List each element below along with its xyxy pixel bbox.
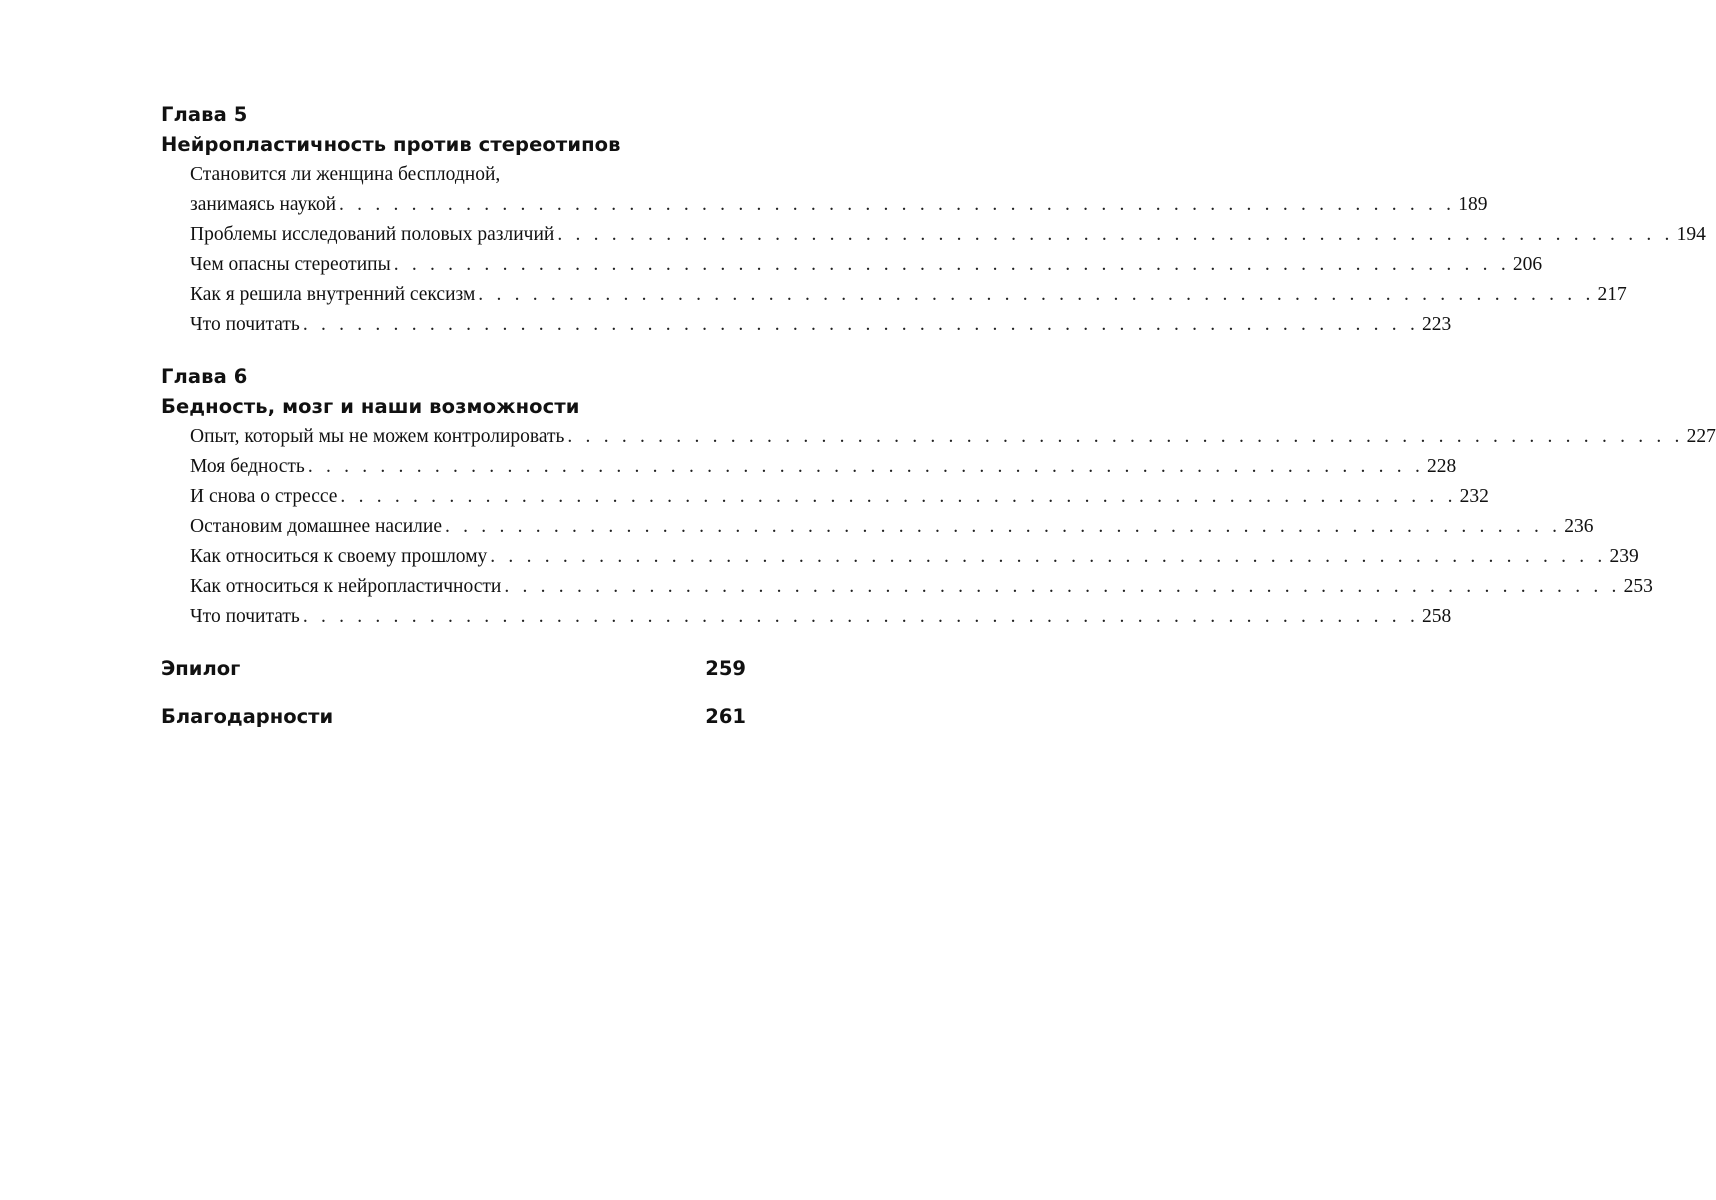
toc-entry-page: 194 xyxy=(1676,224,1706,245)
chapter-6 xyxy=(161,362,1716,632)
dot-leader: . . . . . . . . . . . . . . . . . . . . . . . . . . . . . . . . . . . . . . . . . . . . . . . . . . . . . . . . . . . . . . xyxy=(339,194,1456,215)
toc-entry-page: 232 xyxy=(1459,486,1489,507)
toc-entry-page: 239 xyxy=(1609,546,1639,567)
toc-entry-text: Остановим домашнее насилие xyxy=(190,516,442,537)
toc-entry-text: Как относиться к своему прошлому xyxy=(190,546,488,567)
toc-section-thanks xyxy=(161,702,746,732)
toc-section-epilog xyxy=(161,654,746,684)
toc-entry-text: Проблемы исследований половых различий xyxy=(190,224,555,245)
toc-entry-page: 223 xyxy=(1422,314,1452,335)
dot-leader: . . . . . . . . . . . . . . . . . . . . . . . . . . . . . . . . . . . . . . . . . . . . . . . . . . . . . . . . . . . . . . xyxy=(478,284,1595,305)
toc-entry-text: Как относиться к нейропластичности xyxy=(190,576,502,597)
toc-entry-text: И снова о стрессе xyxy=(190,486,338,507)
toc-entry-text: занимаясь наукой xyxy=(190,194,337,215)
toc-entry-text: Чем опасны стереотипы xyxy=(190,254,391,275)
section-page: 259 xyxy=(705,657,746,680)
toc-entry-page: 227 xyxy=(1686,426,1716,447)
toc-entry-page: 217 xyxy=(1597,284,1627,305)
toc-entry-text: Что почитать xyxy=(190,314,300,335)
chapter-title: Нейропластичность против стереотипов xyxy=(161,133,621,156)
dot-leader: . . . . . . . . . . . . . . . . . . . . . . . . . . . . . . . . . . . . . . . . . . . . . . . . . . . . . . . . . . . . . . xyxy=(393,254,1510,275)
toc-entry xyxy=(190,220,1706,250)
toc-entry xyxy=(190,250,1543,280)
toc-entry xyxy=(190,310,1452,340)
chapter-entries xyxy=(161,160,1706,340)
chapter-entries xyxy=(161,422,1716,632)
toc-entry xyxy=(190,482,1489,512)
chapter-label: Глава 5 xyxy=(161,103,248,126)
section-title: Эпилог xyxy=(161,657,241,680)
toc-entry-page: 228 xyxy=(1427,456,1457,477)
toc-entry xyxy=(190,422,1716,452)
dot-leader: . . . . . . . . . . . . . . . . . . . . . . . . . . . . . . . . . . . . . . . . . . . . . . . . . . . . . . . . . . . . . . xyxy=(340,486,1457,507)
chapter-5 xyxy=(161,100,1706,340)
dot-leader: . . . . . . . . . . . . . . . . . . . . . . . . . . . . . . . . . . . . . . . . . . . . . . . . . . . . . . . . . . . . . . xyxy=(445,516,1562,537)
chapter-title: Бедность, мозг и наши возможности xyxy=(161,395,580,418)
table-of-contents xyxy=(161,100,1716,732)
toc-entry xyxy=(190,512,1594,542)
toc-entry-page: 253 xyxy=(1623,576,1653,597)
toc-entry-page: 189 xyxy=(1458,194,1488,215)
toc-entry xyxy=(190,452,1457,482)
toc-entry-text-line1: Становится ли женщина бесплодной, xyxy=(190,164,501,185)
toc-entry xyxy=(190,542,1639,572)
toc-entry xyxy=(190,602,1452,632)
dot-leader: . . . . . . . . . . . . . . . . . . . . . . . . . . . . . . . . . . . . . . . . . . . . . . . . . . . . . . . . . . . . . . xyxy=(504,576,1621,597)
dot-leader: . . . . . . . . . . . . . . . . . . . . . . . . . . . . . . . . . . . . . . . . . . . . . . . . . . . . . . . . . . . . . . xyxy=(307,456,1425,477)
toc-entry-text: Как я решила внутренний сексизм xyxy=(190,284,476,305)
toc-entry-page: 236 xyxy=(1564,516,1594,537)
toc-entry-page: 258 xyxy=(1422,606,1452,627)
toc-entry-page: 206 xyxy=(1512,254,1543,275)
dot-leader: . . . . . . . . . . . . . . . . . . . . . . . . . . . . . . . . . . . . . . . . . . . . . . . . . . . . . . . . . . . . . . xyxy=(567,426,1684,447)
dot-leader: . . . . . . . . . . . . . . . . . . . . . . . . . . . . . . . . . . . . . . . . . . . . . . . . . . . . . . . . . . . . . . xyxy=(302,606,1420,627)
toc-entry xyxy=(190,280,1627,310)
toc-entry-text: Что почитать xyxy=(190,606,300,627)
toc-entry-text: Моя бедность xyxy=(190,456,305,477)
toc-entry xyxy=(190,572,1653,602)
dot-leader: . . . . . . . . . . . . . . . . . . . . . . . . . . . . . . . . . . . . . . . . . . . . . . . . . . . . . . . . . . . . . . xyxy=(557,224,1674,245)
section-page: 261 xyxy=(705,705,746,728)
dot-leader: . . . . . . . . . . . . . . . . . . . . . . . . . . . . . . . . . . . . . . . . . . . . . . . . . . . . . . . . . . . . . . xyxy=(490,546,1607,567)
chapter-label: Глава 6 xyxy=(161,365,248,388)
dot-leader: . . . . . . . . . . . . . . . . . . . . . . . . . . . . . . . . . . . . . . . . . . . . . . . . . . . . . . . . . . . . . . xyxy=(302,314,1420,335)
toc-entry xyxy=(190,160,1488,220)
section-title: Благодарности xyxy=(161,705,334,728)
toc-entry-text: Опыт, который мы не можем контролировать xyxy=(190,426,565,447)
